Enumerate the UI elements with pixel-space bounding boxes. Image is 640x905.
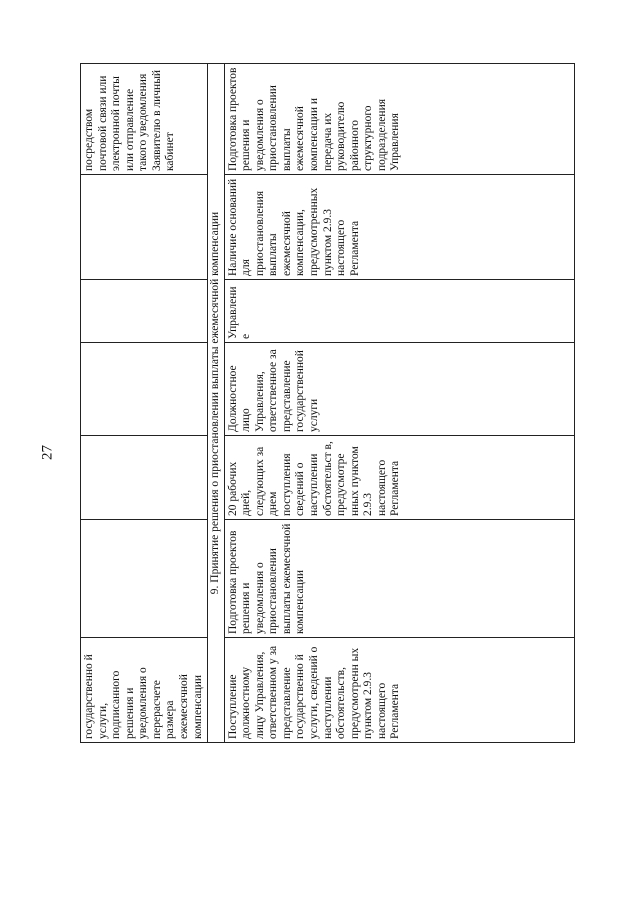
table-cell bbox=[81, 343, 208, 436]
table-cell: Подготовка проектов решения и уведомления о приостановлении выплаты ежемесячной компенсации bbox=[224, 520, 574, 638]
table-cell: посредством почтовой связи или электронной почты или отправление такого уведомления Заявителю в личный кабинет bbox=[81, 64, 208, 175]
table-cell: Управление bbox=[224, 280, 574, 343]
section-title: 9. Принятие решения о приостановлении выплаты ежемесячной компенсации bbox=[208, 64, 225, 743]
table-cell: Подготовка проектов решения и уведомления о приостановлении выплаты ежемесячной компенсации и передача их руководителю районного структурного подразделения Управления bbox=[224, 64, 574, 175]
rotated-table-container bbox=[80, 64, 587, 743]
table-cell bbox=[81, 520, 208, 638]
table-row bbox=[81, 64, 208, 743]
table-cell: государственно й услуги, подписанного решения и уведомления о перерасчете размера ежемесячной компенсации bbox=[81, 638, 208, 743]
table-cell bbox=[81, 436, 208, 520]
table-cell: Поступление должностному лицу Управления, ответственном у за представление государственно й услуги, сведений о наступлении обстоятельств, предусмотренн ых пунктом 2.9.3 настоящего Регламента bbox=[224, 638, 574, 743]
table-cell: 20 рабочих дней, следующих за днем поступления сведений о наступлении обстоятельст в, предусмотре нных пунктом 2.9.3 настоящего Регламента bbox=[224, 436, 574, 520]
table-cell: Наличие оснований для приостановления выплаты ежемесячной компенсации, предусмотренных пунктом 2.9.3 настоящего Регламента bbox=[224, 175, 574, 280]
regulation-table bbox=[80, 63, 575, 743]
page-number: 27 bbox=[39, 445, 56, 460]
section-header-row bbox=[208, 64, 225, 743]
table-cell bbox=[81, 175, 208, 280]
table-cell bbox=[81, 280, 208, 343]
table-cell: Должностное лицо Управления, ответственное за представление государственной услуги bbox=[224, 343, 574, 436]
table-row bbox=[224, 64, 574, 743]
